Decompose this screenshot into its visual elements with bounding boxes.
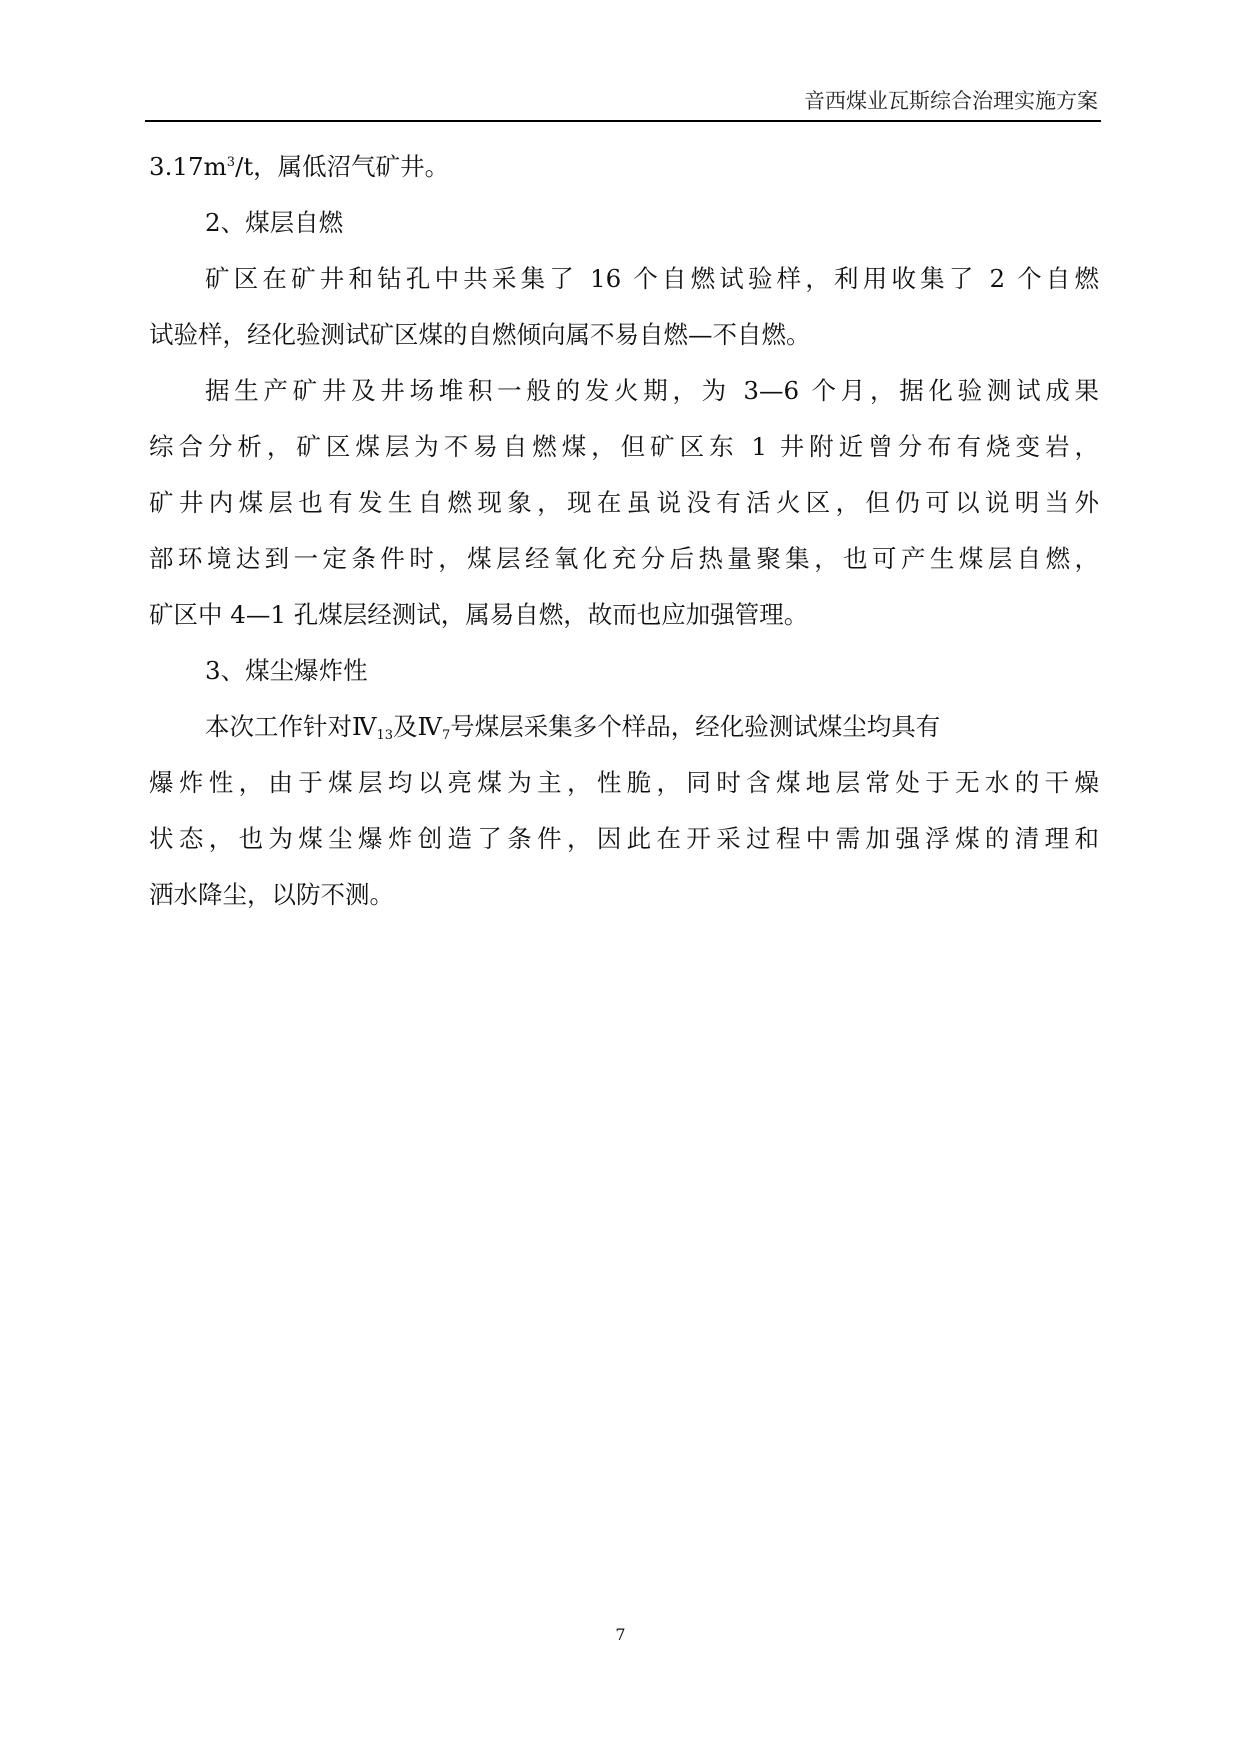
paragraph-line: 矿井内煤层也有发生自燃现象，现在虽说没有活火区，但仍可以说明当外 [149,488,1099,517]
subscript: 7 [442,728,451,743]
subscript: 13 [376,728,394,743]
paragraph-line: 洒水降尘，以防不测。 [149,880,394,909]
document-body [149,139,1099,923]
superscript: 3 [226,155,236,170]
text-run: 本次工作针对Ⅳ [205,712,377,741]
paragraph-line: 部环境达到一定条件时，煤层经氧化充分后热量聚集，也可产生煤层自燃， [149,544,1099,573]
section-heading: 2、煤层自燃 [205,208,344,237]
paragraph-line: 据生产矿井及井场堆积一般的发火期，为 3—6 个月，据化验测试成果 [205,376,1099,405]
paragraph-line: 试验样，经化验测试矿区煤的自燃倾向属不易自燃—不自燃。 [149,320,811,349]
section-heading: 3、煤尘爆炸性 [205,656,368,685]
paragraph-line [149,139,1099,195]
paragraph-line: 爆炸性，由于煤层均以亮煤为主，性脆，同时含煤地层常处于无水的干燥 [149,768,1099,797]
paragraph-line: 矿区中 4—1 孔煤层经测试，属易自燃，故而也应加强管理。 [149,600,809,629]
paragraph-line: 状态，也为煤尘爆炸创造了条件，因此在开采过程中需加强浮煤的清理和 [149,824,1099,853]
paragraph-line: 矿区在矿井和钻孔中共采集了 16 个自燃试验样，利用收集了 2 个自燃 [205,264,1099,293]
paragraph-line [149,699,1099,755]
header-divider [145,120,1101,122]
text-run: 及Ⅳ [393,712,443,741]
text-run: 号煤层采集多个样品，经化验测试煤尘均具有 [450,712,941,741]
page-number: 7 [615,1625,626,1644]
text-run: /t，属低沼气矿井。 [235,152,450,181]
paragraph-line: 综合分析，矿区煤层为不易自燃煤，但矿区东 1 井附近曾分布有烧变岩， [149,432,1099,461]
header-title: 音西煤业瓦斯综合治理实施方案 [804,89,1098,113]
text-run: 3.17m [149,152,227,181]
